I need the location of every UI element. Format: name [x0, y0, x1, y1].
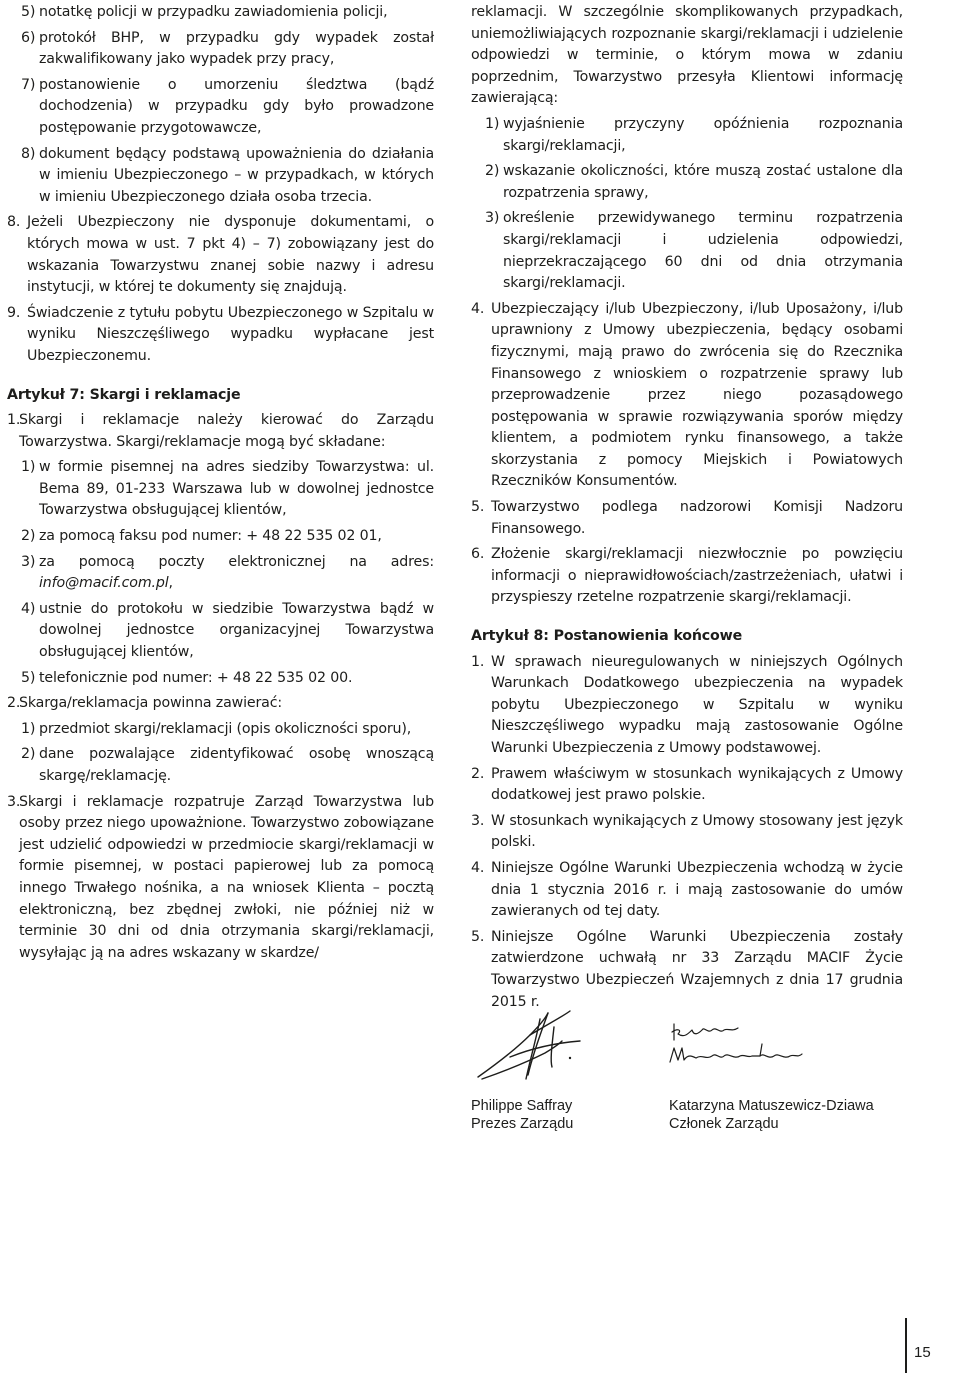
list-text: postanowienie o umorzeniu śledztwa (bądź dochodzenia) w przypadku gdy było prowadzone postępowanie przygotowawcze, — [39, 76, 434, 136]
list-number: 4) — [21, 600, 36, 617]
list-item — [7, 693, 434, 715]
list-item — [21, 552, 434, 595]
list-item — [21, 526, 434, 548]
list-number: 8. — [7, 214, 21, 231]
list-number: 2. — [7, 695, 21, 712]
list-text: protokół BHP, w przypadku gdy wypadek został zakwalifikowany jako wypadek przy pracy, — [39, 29, 434, 68]
signature-matuszewicz-icon — [668, 1020, 808, 1082]
list-text: dane pozwalające zidentyfikować osobę wnoszącą skargę/reklamację. — [39, 746, 434, 784]
list-number: 2) — [21, 528, 36, 545]
list-item — [21, 144, 434, 209]
list-text: Prawem właściwym w stosunkach wynikających z Umowy dodatkowej jest prawo polskie. — [491, 765, 903, 804]
list-text: Niniejsze Ogólne Warunki Ubezpieczenia zostały zatwierdzone uchwałą nr 33 Zarządu MACIF Życie Towarzystwo Ubezpieczeń Wzajemnych z dnia 17 grudnia 2015 r. — [491, 928, 903, 1010]
list-number: 3) — [485, 210, 500, 227]
list-text: notatkę policji w przypadku zawiadomienia policji, — [39, 4, 388, 20]
list-item — [21, 2, 434, 24]
list-item — [7, 792, 434, 965]
list-text: W stosunkach wynikających z Umowy stosowany jest język polski. — [491, 812, 903, 851]
article-7-heading: Artykuł 7: Skargi i reklamacje — [7, 386, 241, 403]
list-item — [471, 811, 903, 854]
list-text: Ubezpieczający i/lub Ubezpieczony, i/lub Uposażony, i/lub uprawniony z Umowy ubezpieczenia, będący osobami fizycznymi, mają prawo do zwrócenia się do Rzecznika Finansowego z wnioskiem o rozpatrzenie sprawy lub przeprowadzenie przez niego pozasądowego postępowania w sprawie rozwiązywania sporów między klientem, a podmiotem rynku finansowego, a także skorzystania z pomocy Miejskich i Powiatowych Rzeczników Konsumentów. — [491, 300, 903, 490]
right-column — [471, 0, 903, 1013]
list-text-part: za pomocą poczty elektronicznej na adres: — [39, 553, 434, 570]
list-text: Niniejsze Ogólne Warunki Ubezpieczenia wchodzą w życie dnia 1 stycznia 2016 r. i mają zastosowanie do umów zawieranych od tej daty. — [491, 859, 903, 920]
list-text: za pomocą faksu pod numer: + 48 22 535 02 01, — [39, 528, 382, 545]
list-text: dokument będący podstawą upoważnienia do działania w imieniu Ubezpieczonego – w przypadkach, w których w imieniu Ubezpieczonego działa osoba trzecia. — [39, 145, 434, 205]
list-item — [21, 744, 434, 787]
signatory-role: Członek Zarządu — [669, 1116, 779, 1132]
list-item — [485, 114, 903, 157]
page-number: 15 — [914, 1344, 931, 1361]
list-item — [471, 299, 903, 493]
list-text: wyjaśnienie przyczyny opóźnienia rozpoznania skargi/reklamacji, — [503, 115, 903, 154]
list-number: 5) — [21, 669, 36, 686]
list-text: Jeżeli Ubezpieczony nie dysponuje dokumentami, o których mowa w ust. 7 pkt 4) – 7) zobowiązany jest do wskazania Towarzystwu znanej sobie nazwy i adresu instytucji, w której te dokumenty się znajdują. — [27, 214, 434, 296]
signatory-role: Prezes Zarządu — [471, 1116, 574, 1132]
list-number: 3. — [7, 793, 21, 810]
list-number: 5. — [471, 499, 485, 516]
list-number: 1. — [7, 412, 21, 429]
list-number: 5. — [471, 928, 485, 945]
list-item — [21, 668, 434, 690]
list-item — [21, 457, 434, 522]
list-number: 2) — [485, 163, 500, 180]
list-item — [471, 497, 903, 540]
continuation-paragraph: reklamacji. W szczególnie skomplikowanych przypadkach, uniemożliwiających rozpoznanie skargi/reklamacji i udzielenie odpowiedzi w terminie, o którym mowa w zdaniu poprzednim, Towarzystwo przesyła Klientowi informację zawierającą: — [471, 4, 903, 107]
list-item — [7, 303, 434, 368]
list-item — [21, 719, 434, 741]
list-number: 8) — [21, 145, 36, 162]
signature-block-member — [669, 1097, 874, 1133]
list-item — [485, 208, 903, 294]
list-item — [7, 212, 434, 298]
list-item — [471, 858, 903, 923]
left-column — [7, 0, 434, 964]
list-number: 1) — [21, 459, 36, 476]
list-text: Skarga/reklamacja powinna zawierać: — [19, 695, 282, 712]
signature-saffray-icon — [470, 1005, 590, 1085]
list-item — [21, 75, 434, 140]
signature-block-president — [471, 1097, 573, 1133]
list-number: 2) — [21, 746, 36, 763]
list-item — [471, 652, 903, 760]
list-text: Towarzystwo podlega nadzorowi Komisji Nadzoru Finansowego. — [491, 499, 903, 537]
list-number: 3. — [471, 812, 485, 829]
list-number: 6. — [471, 546, 485, 563]
list-text: określenie przewidywanego terminu rozpatrzenia skargi/reklamacji i udzielenia odpowiedzi, nieprzekraczającego 60 dni od dnia otrzymania skargi/reklamacji. — [503, 210, 903, 292]
list-item — [21, 599, 434, 664]
list-text: Skargi i reklamacje rozpatruje Zarząd Towarzystwa lub osoby przez niego upoważnione. Towarzystwo zobowiązane jest udzielić odpowiedzi w przedmiocie skargi/reklamacji w formie pisemnej, w postaci papierowej lub za pomocą innego Trwałego nośnika, a na wniosek Klienta – pocztą elektroniczną, bez zbędnej zwłoki, nie później niż w terminie 30 dni od dnia otrzymania skargi/reklamacji, wysyłając ją na adres wskazany w skardze/ — [19, 793, 434, 961]
list-text: Złożenie skargi/reklamacji niezwłocznie po powzięciu informacji o nieprawidłowościach/zastrzeżeniach, ułatwi i przyspieszy rzetelne rozpatrzenie skargi/reklamacji. — [491, 546, 903, 606]
list-text: ustnie do protokołu w siedzibie Towarzystwa bądź w dowolnej jednostce organizacyjnej Towarzystwa obsługującej klientów, — [39, 600, 434, 661]
list-number: 1) — [485, 115, 500, 132]
list-number: 4. — [471, 859, 485, 876]
list-number: 2. — [471, 765, 485, 782]
list-text: Świadczenie z tytułu pobytu Ubezpieczonego w Szpitalu w wyniku Nieszczęśliwego wypadku wypłacane jest Ubezpieczonemu. — [27, 304, 434, 364]
list-number: 7) — [21, 76, 36, 93]
list-number: 4. — [471, 300, 485, 317]
signatory-name: Katarzyna Matuszewicz-Dziawa — [669, 1098, 874, 1114]
list-number: 1) — [21, 720, 36, 737]
list-number: 1. — [471, 653, 485, 670]
page-number-rule — [905, 1318, 907, 1373]
list-item — [471, 764, 903, 807]
list-item — [471, 927, 903, 1013]
list-text: W sprawach nieuregulowanych w niniejszych Ogólnych Warunkach Dodatkowego ubezpieczenia na wypadek pobytu Ubezpieczonego w Szpitalu w wyniku Nieszczęśliwego wypadku mają zastosowanie Ogólne Warunki Ubezpieczenia z Umowy podstawowej. — [491, 653, 903, 756]
signatory-name: Philippe Saffray — [471, 1098, 573, 1114]
list-text: w formie pisemnej na adres siedziby Towarzystwa: ul. Bema 89, 01-233 Warszawa lub w dowolnej jednostce Towarzystwa obsługującej klientów, — [39, 459, 434, 519]
list-text-part: , — [168, 575, 173, 592]
list-number: 5) — [21, 4, 36, 20]
list-item — [471, 544, 903, 609]
email-link[interactable]: info@macif.com.pl — [39, 575, 169, 592]
list-number: 3) — [21, 553, 36, 570]
list-text: Skargi i reklamacje należy kierować do Zarządu Towarzystwa. Skargi/reklamacje mogą być składane: — [19, 412, 434, 450]
list-number: 9. — [7, 304, 21, 321]
list-text — [39, 552, 434, 595]
list-text: telefonicznie pod numer: + 48 22 535 02 00. — [39, 669, 353, 686]
list-text: wskazanie okoliczności, które muszą zostać ustalone dla rozpatrzenia sprawy, — [503, 163, 903, 201]
list-item — [21, 28, 434, 71]
list-item — [485, 161, 903, 204]
list-number: 6) — [21, 29, 36, 46]
article-8-heading: Artykuł 8: Postanowienia końcowe — [471, 628, 743, 645]
list-text: przedmiot skargi/reklamacji (opis okoliczności sporu), — [39, 720, 412, 737]
list-item — [7, 410, 434, 453]
